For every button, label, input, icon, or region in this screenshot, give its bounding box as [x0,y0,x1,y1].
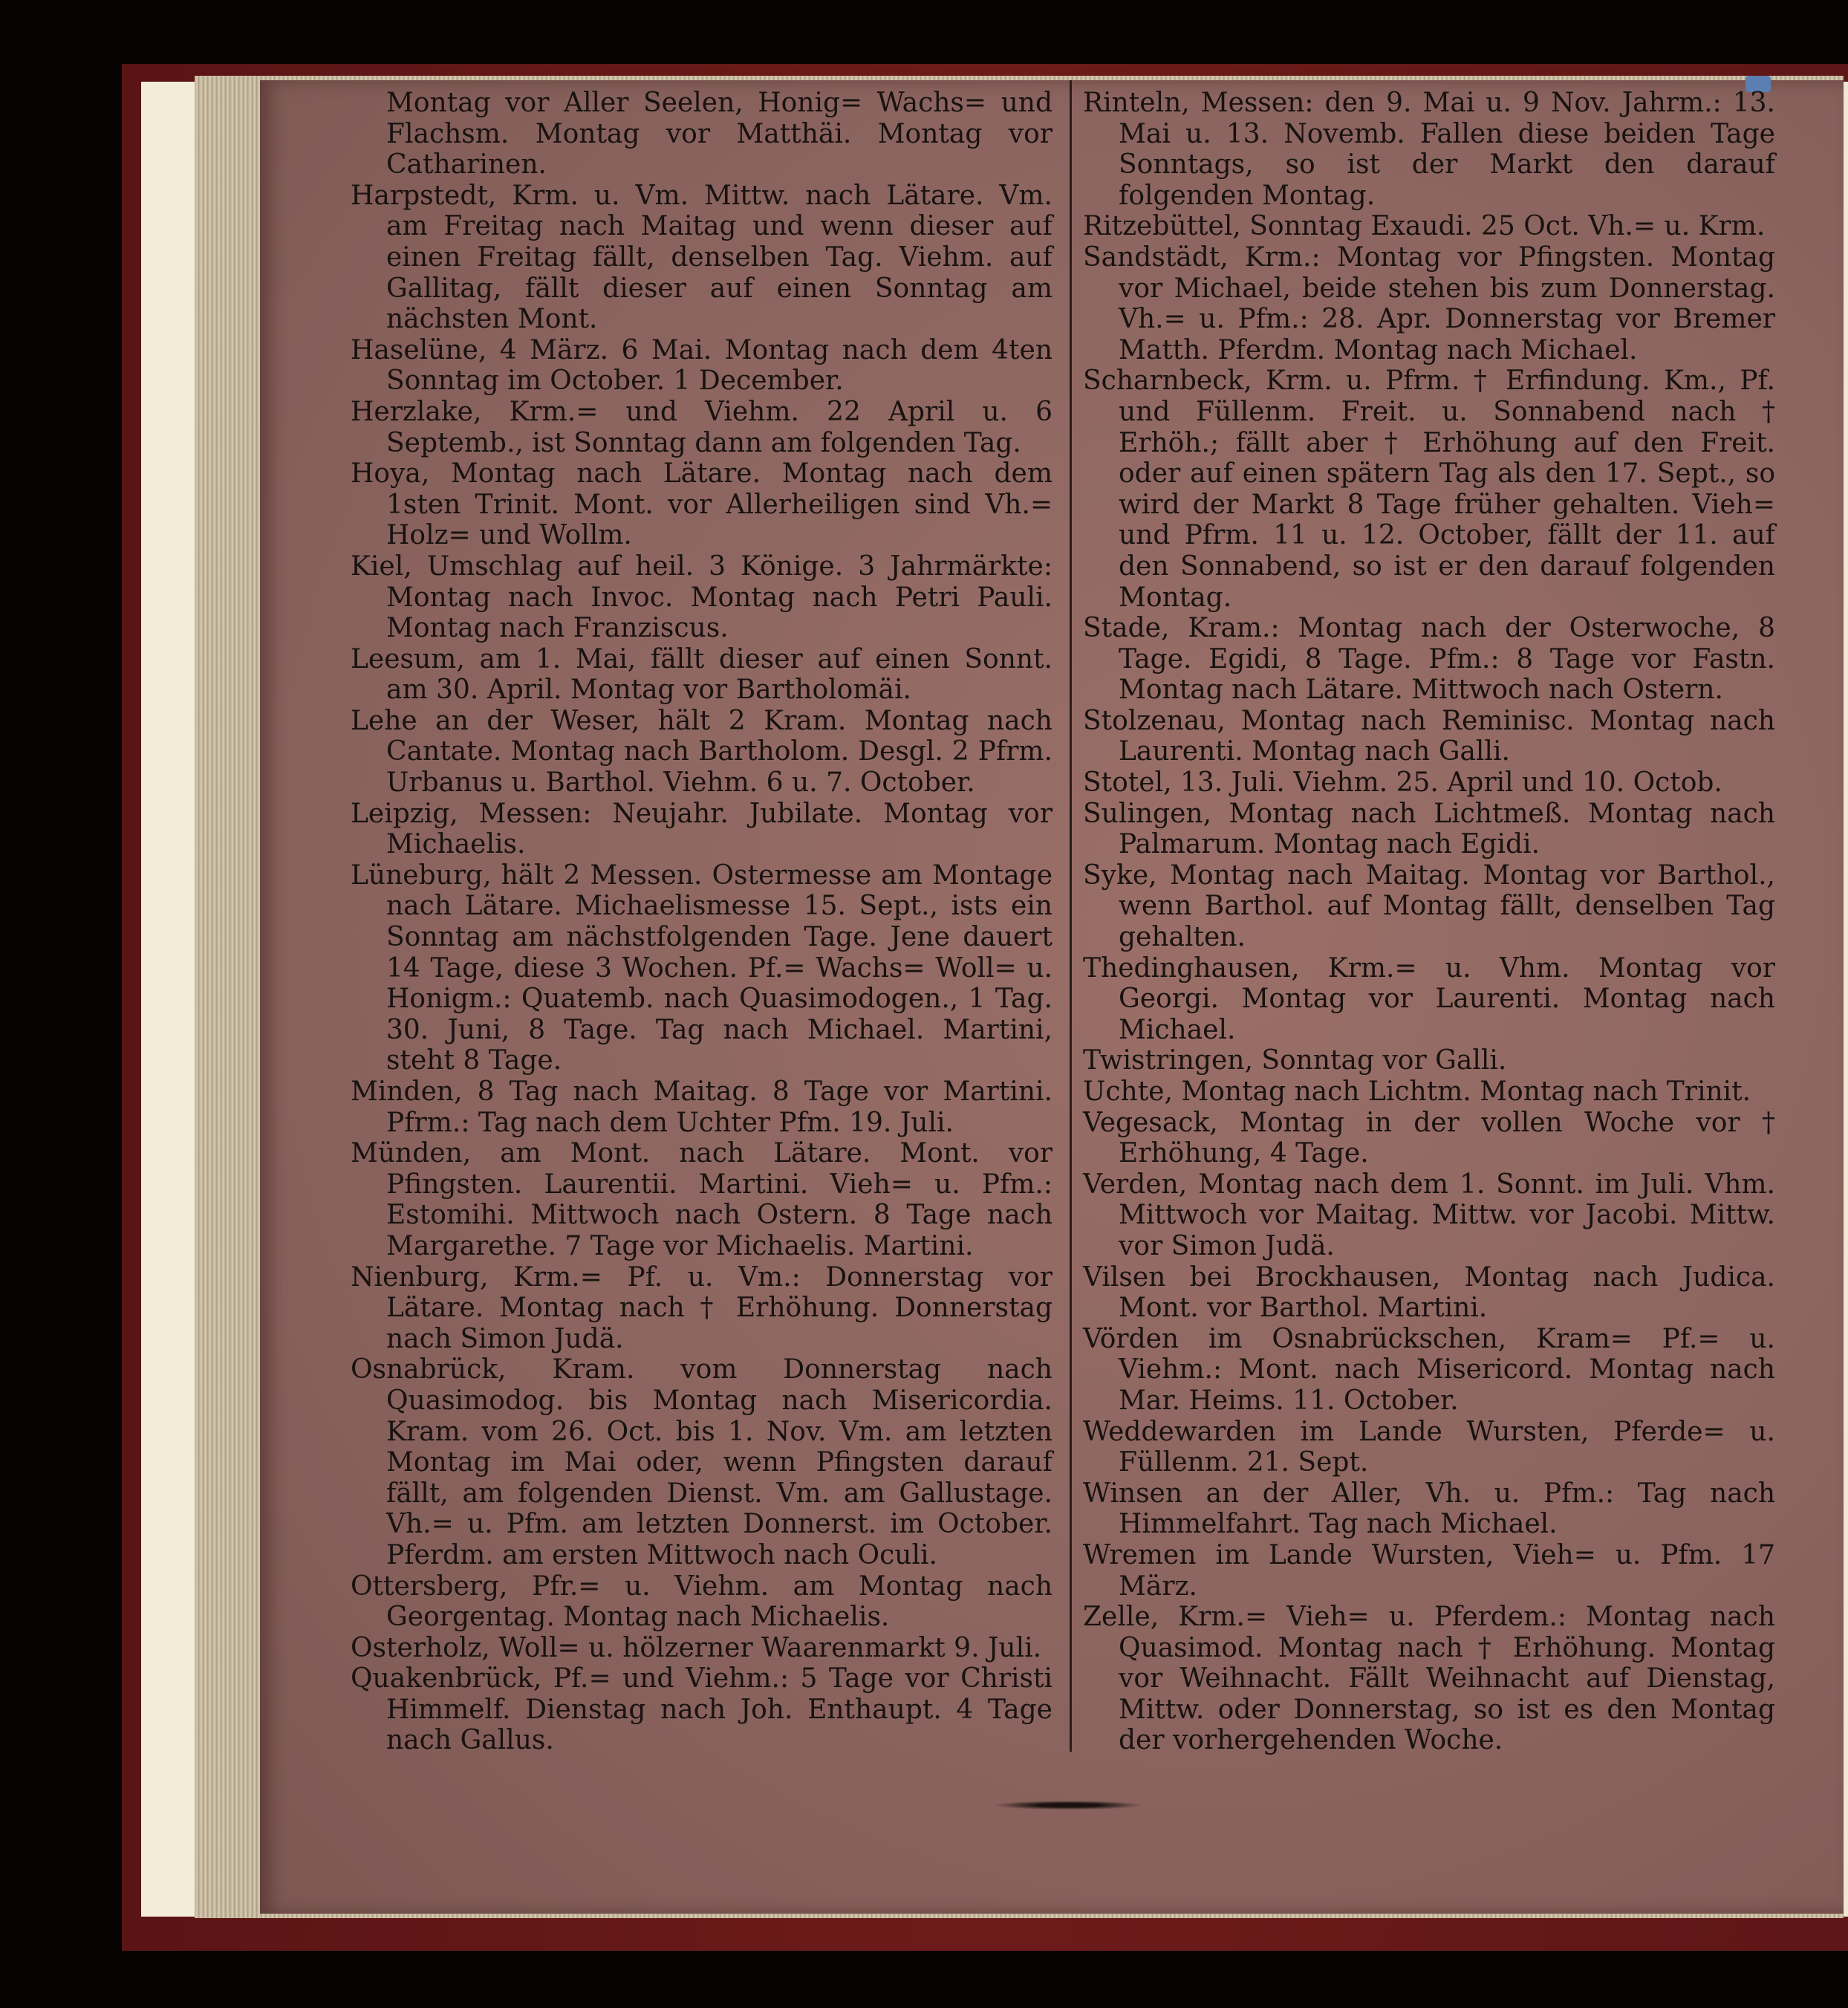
market-entry: Vilsen bei Brockhausen, Montag nach Judica. Mont. vor Barthol. Martini. [1083,1261,1775,1324]
market-entry: Zelle, Krm.= Vieh= u. Pferdem.: Montag nach Quasimod. Montag nach † Erhöhung. Montag vor Weihnacht. Fällt Weihnacht auf Dienstag, Mittw. oder Donnerstag, so ist es den Montag der vorhergehenden Woche. [1083,1602,1775,1756]
market-entry: Osnabrück, Kram. vom Donnerstag nach Quasimodog. bis Montag nach Misericordia. Kram. vom 26. Oct. bis 1. Nov. Vm. am letzten Montag im Mai oder, wenn Pfingsten darauf fällt, am folgenden Dienst. Vm. am Gallustage. Vh.= u. Pfm. am letzten Donnerst. im October. Pferdm. am ersten Mittwoch nach Oculi. [351,1354,1052,1570]
market-entry: Wremen im Lande Wursten, Vieh= u. Pfm. 17 März. [1083,1539,1775,1602]
market-entry: Thedinghausen, Krm.= u. Vhm. Montag vor Georgi. Montag vor Laurenti. Montag nach Michael. [1083,952,1775,1045]
market-entry: Münden, am Mont. nach Lätare. Mont. vor Pfingsten. Laurentii. Martini. Vieh= u. Pfm.: Estomihi. Mittwoch nach Ostern. 8 Tage nach Margarethe. 7 Tage vor Michaelis. Martini. [351,1138,1052,1261]
market-entry: Stolzenau, Montag nach Reminisc. Montag nach Laurenti. Montag nach Galli. [1083,705,1775,767]
market-entry: Hoya, Montag nach Lätare. Montag nach dem 1sten Trinit. Mont. vor Allerheiligen sind Vh.= Holz= und Wollm. [351,458,1052,551]
market-entry: Winsen an der Aller, Vh. u. Pfm.: Tag nach Himmelfahrt. Tag nach Michael. [1083,1478,1775,1540]
market-entry: Verden, Montag nach dem 1. Sonnt. im Juli. Vhm. Mittwoch vor Maitag. Mittw. vor Jacobi. Mittw. vor Simon Judä. [1083,1169,1775,1261]
market-entry: Sandstädt, Krm.: Montag vor Pfingsten. Montag vor Michael, beide stehen bis zum Donnerstag. Vh.= u. Pfm.: 28. Apr. Donnerstag vor Bremer Matth. Pferdm. Montag nach Michael. [1083,241,1775,365]
market-entry: Sulingen, Montag nach Lichtmeß. Montag nach Palmarum. Montag nach Egidi. [1083,798,1775,860]
market-entry: Twistringen, Sonntag vor Galli. [1083,1045,1507,1076]
left-column [351,88,1052,1756]
market-entry: Weddewarden im Lande Wursten, Pferde= u. Füllenm. 21. Sept. [1083,1416,1775,1478]
market-entry: Lehe an der Weser, hält 2 Kram. Montag nach Cantate. Montag nach Bartholom. Desgl. 2 Pfrm. Urbanus u. Barthol. Viehm. 6 u. 7. October. [351,705,1052,799]
market-entry: Haselüne, 4 März. 6 Mai. Montag nach dem 4ten Sonntag im October. 1 December. [351,334,1052,397]
end-ornament-rule [995,1801,1141,1810]
market-entry: Kiel, Umschlag auf heil. 3 Könige. 3 Jahrmärkte: Montag nach Invoc. Montag nach Petri Pauli. Montag nach Franziscus. [351,550,1052,644]
market-entry: Lüneburg, hält 2 Messen. Ostermesse am Montage nach Lätare. Michaelismesse 15. Sept., ists ein Sonntag am nächstfolgenden Tage. Jene dauert 14 Tage, diese 3 Wochen. Pf.= Wachs= Woll= u. Honigm.: Quatemb. nach Quasimodogen., 1 Tag. 30. Juni, 8 Tage. Tag nach Michael. Martini, steht 8 Tage. [351,860,1052,1076]
market-entry: Montag vor Aller Seelen, Honig= Wachs= und Flachsm. Montag vor Matthäi. Montag vor Catharinen. [386,88,1052,181]
market-entry: Harpstedt, Krm. u. Vm. Mittw. nach Lätare. Vm. am Freitag nach Maitag und wenn dieser auf einen Freitag fällt, denselben Tag. Viehm. auf Gallitag, fällt dieser auf einen Sonntag am nächsten Mont. [351,180,1052,335]
market-entry: Quakenbrück, Pf.= und Viehm.: 5 Tage vor Christi Himmelf. Dienstag nach Joh. Enthaupt. 4 Tage nach Gallus. [351,1663,1052,1756]
market-entry: Leesum, am 1. Mai, fällt dieser auf einen Sonnt. am 30. April. Montag vor Bartholomäi. [351,643,1052,706]
market-entry: Herzlake, Krm.= und Viehm. 22 April u. 6 Septemb., ist Sonntag dann am folgenden Tag. [351,396,1052,458]
market-entry: Leipzig, Messen: Neujahr. Jubilate. Montag vor Michaelis. [351,798,1052,860]
market-entry: Minden, 8 Tag nach Maitag. 8 Tage vor Martini. Pfrm.: Tag nach dem Uchter Pfm. 19. Juli. [351,1076,1052,1138]
market-entry: Vörden im Osnabrückschen, Kram= Pf.= u. Viehm.: Mont. nach Misericord. Montag nach Mar. Heims. 11. October. [1083,1323,1775,1416]
market-entry: Stade, Kram.: Montag nach der Osterwoche, 8 Tage. Egidi, 8 Tage. Pfm.: 8 Tage vor Fastn. Montag nach Lätare. Mittwoch nach Ostern. [1083,613,1775,706]
market-entry: Stotel, 13. Juli. Viehm. 25. April und 10. Octob. [1083,767,1722,799]
market-entry: Vegesack, Montag in der vollen Woche vor † Erhöhung, 4 Tage. [1083,1107,1775,1169]
market-entry: Uchte, Montag nach Lichtm. Montag nach Trinit. [1083,1076,1751,1107]
column-divider [1070,80,1072,1752]
market-entry: Ottersberg, Pfr.= u. Viehm. am Montag nach Georgentag. Montag nach Michaelis. [351,1570,1052,1633]
market-entry: Osterholz, Woll= u. hölzerner Waarenmarkt 9. Juli. [351,1632,1042,1663]
market-entry: Ritzebüttel, Sonntag Exaudi. 25 Oct. Vh.= u. Krm. [1083,211,1766,242]
market-entry: Syke, Montag nach Maitag. Montag vor Barthol., wenn Barthol. auf Montag fällt, denselben Tag gehalten. [1083,860,1775,953]
right-column [1083,88,1775,1756]
market-entry: Scharnbeck, Krm. u. Pfrm. † Erfindung. Km., Pf. und Füllenm. Freit. u. Sonnabend nach † Erhöh.; fällt aber † Erhöhung auf den Freit. oder auf einen spätern Tag als den 17. Sept., so wird der Markt 8 Tage früher gehalten. Vieh= und Pfrm. 11 u. 12. October, fällt der 11. auf den Sonnabend, so ist er den darauf folgenden Montag. [1083,365,1775,613]
market-entry: Nienburg, Krm.= Pf. u. Vm.: Donnerstag vor Lätare. Montag nach † Erhöhung. Donnerstag nach Simon Judä. [351,1261,1052,1354]
market-entry: Rinteln, Messen: den 9. Mai u. 9 Nov. Jahrm.: 13. Mai u. 13. Novemb. Fallen diese beiden Tage Sonntags, so ist der Markt den darauf folgenden Montag. [1083,88,1775,211]
